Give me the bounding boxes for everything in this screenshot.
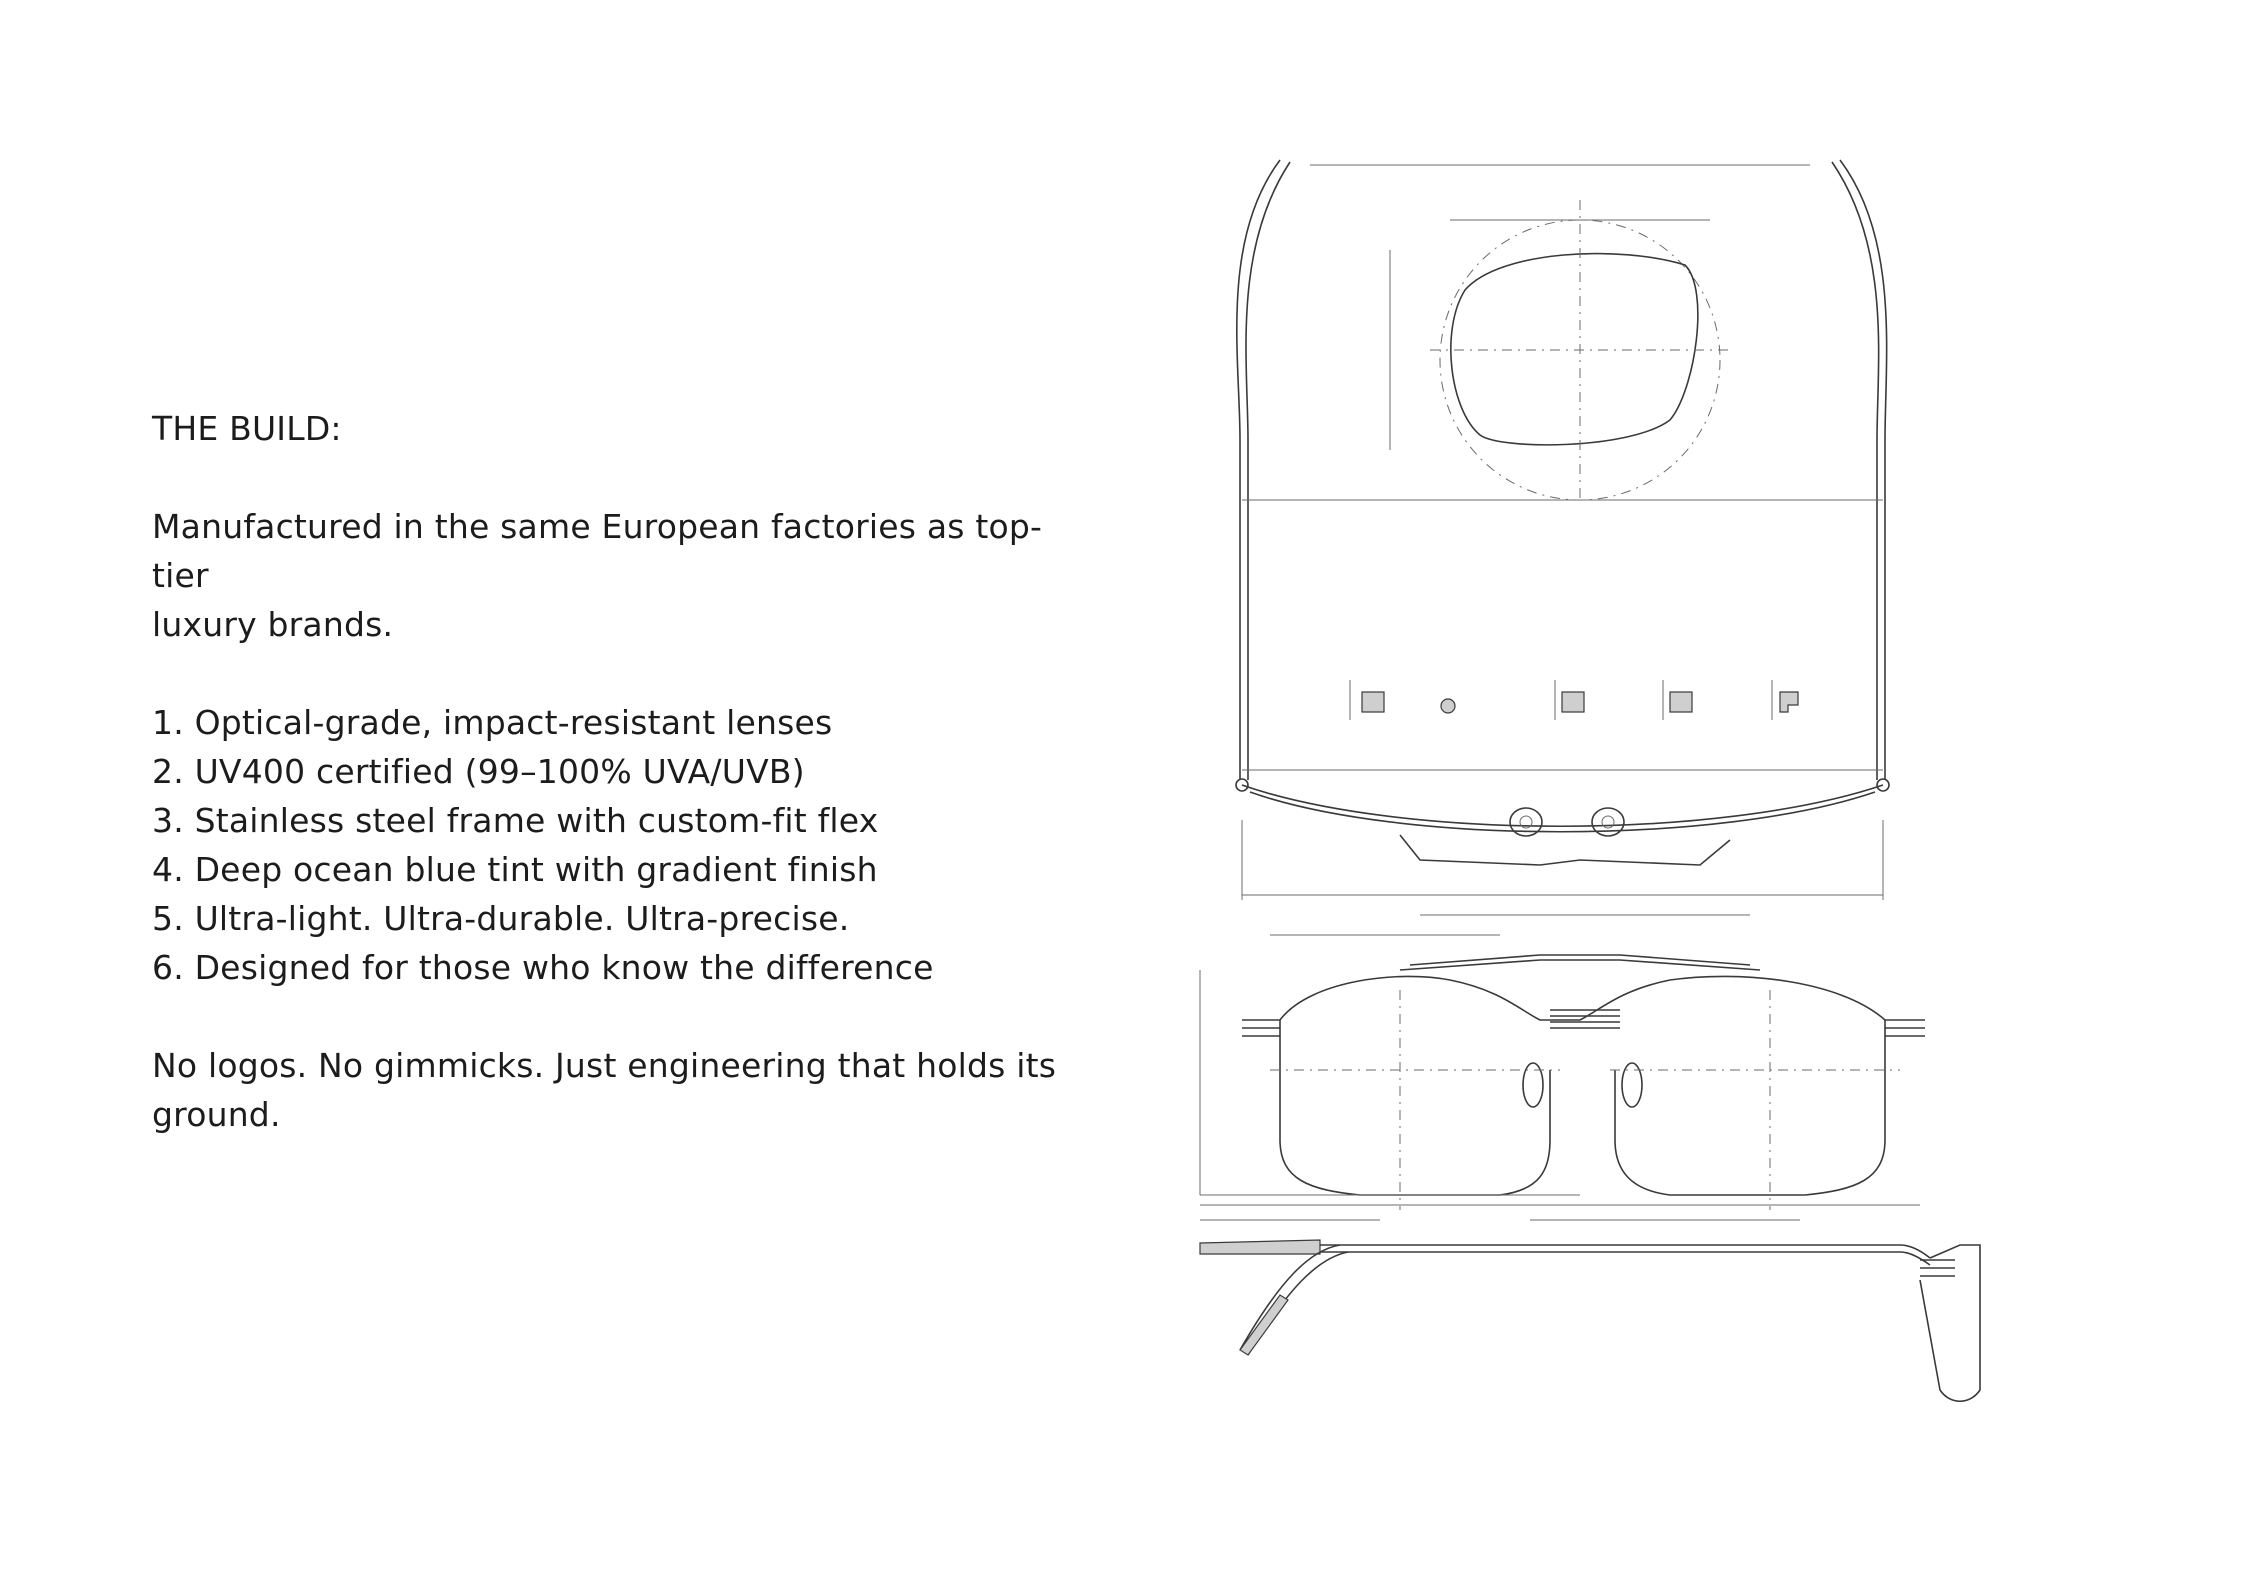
intro-paragraph <box>152 502 1082 649</box>
section-heading: THE BUILD: <box>152 409 342 448</box>
feature-item: 1. Optical-grade, impact-resistant lenses <box>152 703 833 742</box>
section-details <box>1350 680 1798 720</box>
eyewear-technical-drawing <box>980 140 2170 1430</box>
intro-line-2: luxury brands. <box>152 605 394 644</box>
technical-drawing-svg <box>980 140 2170 1430</box>
feature-item: 4. Deep ocean blue tint with gradient finish <box>152 850 878 889</box>
front-view <box>1200 915 1925 1210</box>
feature-list <box>152 698 1082 992</box>
closing-line-2: ground. <box>152 1095 281 1134</box>
spacer <box>152 992 1082 1041</box>
side-view <box>1200 1205 1980 1401</box>
closing-line-1: No logos. No gimmicks. Just engineering that holds its <box>152 1046 1057 1085</box>
spacer <box>152 649 1082 698</box>
closing-paragraph <box>152 1041 1082 1139</box>
intro-line-1: Manufactured in the same European factories as top-tier <box>152 507 1043 595</box>
build-description <box>152 404 1082 1139</box>
feature-item: 3. Stainless steel frame with custom-fit flex <box>152 801 879 840</box>
feature-item: 2. UV400 certified (99–100% UVA/UVB) <box>152 752 805 791</box>
feature-item: 6. Designed for those who know the difference <box>152 948 934 987</box>
spacer <box>152 453 1082 502</box>
top-view <box>1236 160 1889 900</box>
feature-item: 5. Ultra-light. Ultra-durable. Ultra-precise. <box>152 899 850 938</box>
